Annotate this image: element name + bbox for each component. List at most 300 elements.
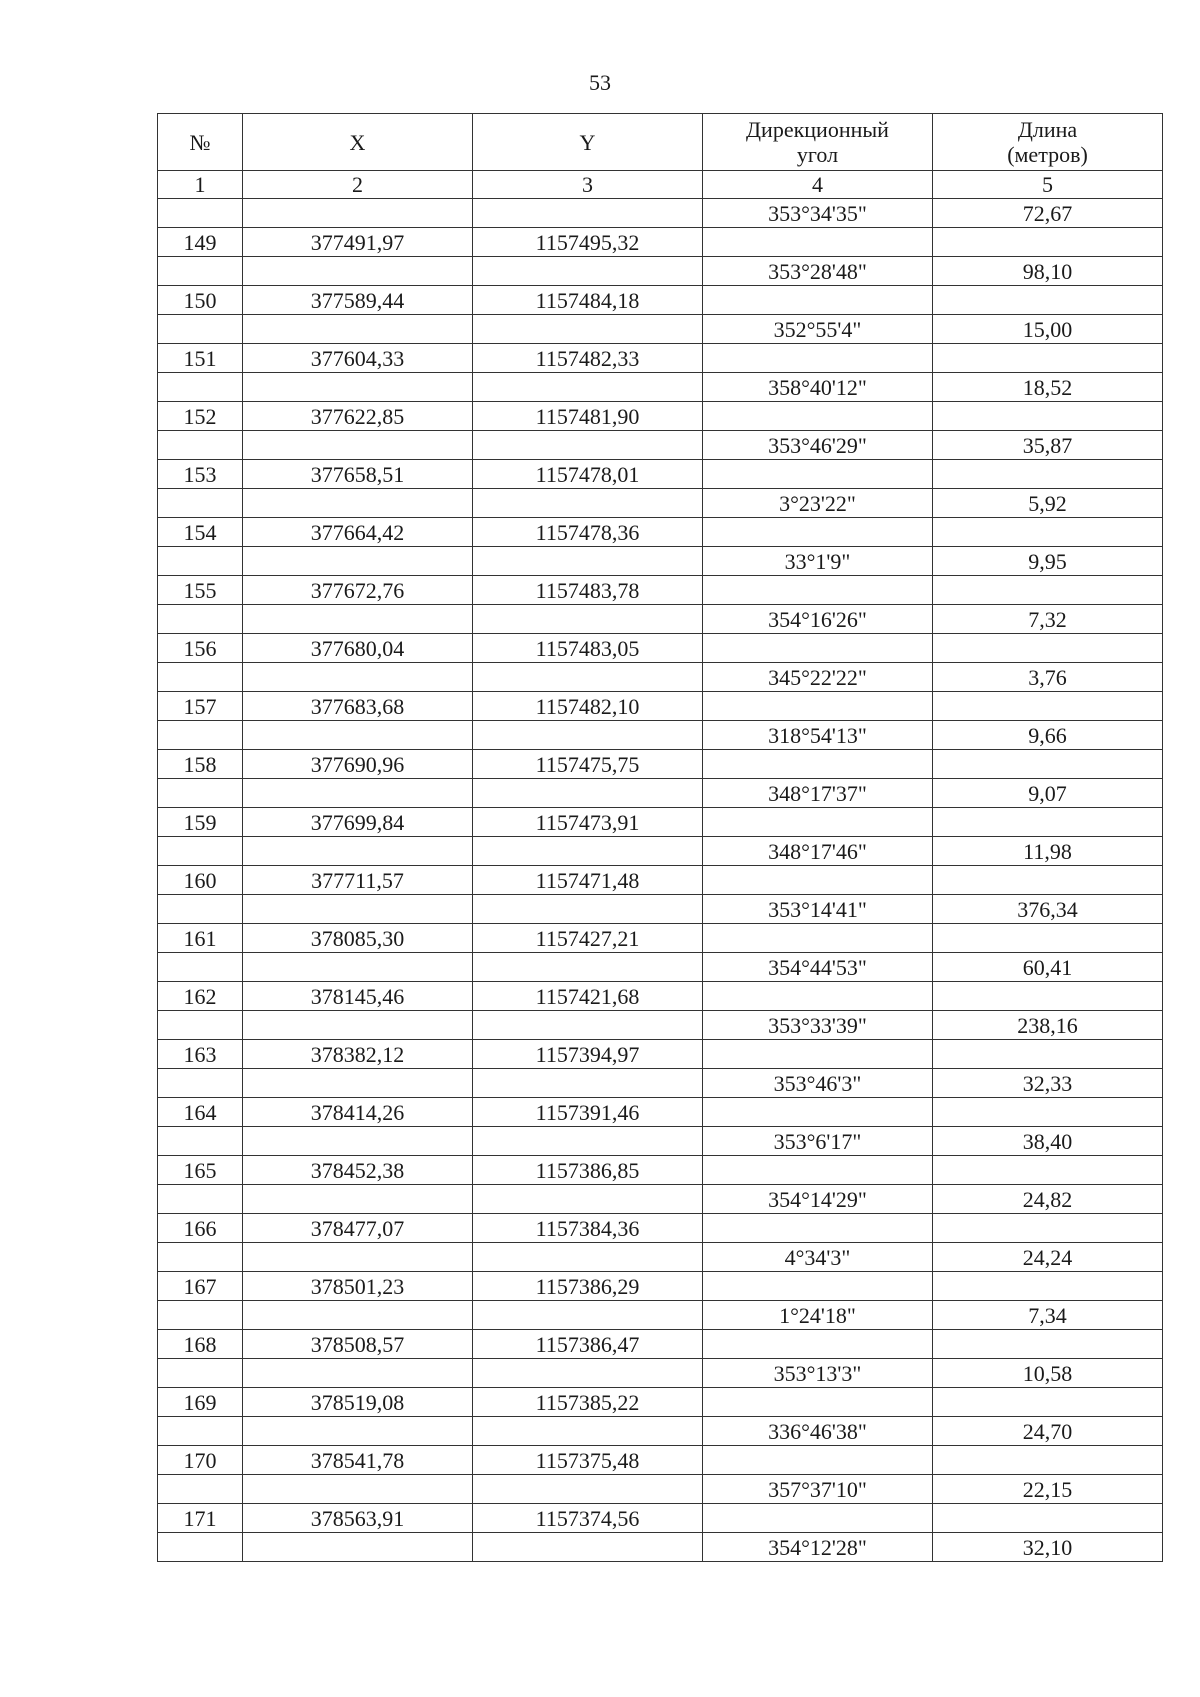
direction-angle-cell: 33°1'9" [703, 547, 933, 576]
x-coordinate-cell [243, 547, 473, 576]
y-coordinate-cell: 1157478,01 [473, 460, 703, 489]
y-coordinate-cell: 1157478,36 [473, 518, 703, 547]
segment-row [158, 1011, 1163, 1040]
length-cell: 32,33 [933, 1069, 1163, 1098]
length-cell: 9,66 [933, 721, 1163, 750]
length-cell: 18,52 [933, 373, 1163, 402]
y-coordinate-cell: 1157385,22 [473, 1388, 703, 1417]
point-number-cell: 162 [158, 982, 243, 1011]
direction-angle-cell [703, 228, 933, 257]
point-number-cell: 154 [158, 518, 243, 547]
point-row [158, 1040, 1163, 1069]
y-coordinate-cell [473, 895, 703, 924]
point-number-cell: 163 [158, 1040, 243, 1069]
y-coordinate-cell [473, 1185, 703, 1214]
x-coordinate-cell [243, 257, 473, 286]
point-row [158, 1156, 1163, 1185]
direction-angle-cell: 358°40'12" [703, 373, 933, 402]
direction-angle-cell: 354°44'53" [703, 953, 933, 982]
x-coordinate-cell: 377491,97 [243, 228, 473, 257]
length-cell [933, 576, 1163, 605]
length-cell: 9,95 [933, 547, 1163, 576]
length-cell: 9,07 [933, 779, 1163, 808]
x-coordinate-cell [243, 663, 473, 692]
point-row [158, 1388, 1163, 1417]
segment-row [158, 1069, 1163, 1098]
x-coordinate-cell [243, 315, 473, 344]
direction-angle-cell: 3°23'22" [703, 489, 933, 518]
y-coordinate-cell [473, 779, 703, 808]
point-number-cell: 159 [158, 808, 243, 837]
direction-angle-cell [703, 1330, 933, 1359]
x-coordinate-cell: 378145,46 [243, 982, 473, 1011]
segment-row [158, 1475, 1163, 1504]
point-row [158, 1272, 1163, 1301]
length-cell: 238,16 [933, 1011, 1163, 1040]
point-row [158, 344, 1163, 373]
point-number-cell [158, 1533, 243, 1562]
x-coordinate-cell [243, 489, 473, 518]
y-coordinate-cell [473, 1475, 703, 1504]
segment-row [158, 1359, 1163, 1388]
length-cell: 60,41 [933, 953, 1163, 982]
header-y-label: Y [579, 129, 596, 155]
y-coordinate-cell [473, 547, 703, 576]
y-coordinate-cell [473, 1359, 703, 1388]
y-coordinate-cell [473, 605, 703, 634]
direction-angle-cell [703, 576, 933, 605]
point-number-cell: 167 [158, 1272, 243, 1301]
x-coordinate-cell: 377690,96 [243, 750, 473, 779]
direction-angle-cell [703, 924, 933, 953]
y-coordinate-cell [473, 199, 703, 228]
length-cell [933, 518, 1163, 547]
x-coordinate-cell [243, 1359, 473, 1388]
y-coordinate-cell [473, 1243, 703, 1272]
length-cell [933, 1388, 1163, 1417]
x-coordinate-cell [243, 373, 473, 402]
point-number-cell [158, 837, 243, 866]
point-row [158, 982, 1163, 1011]
page-number: 53 [589, 70, 611, 95]
length-cell [933, 344, 1163, 373]
length-cell: 15,00 [933, 315, 1163, 344]
direction-angle-cell: 357°37'10" [703, 1475, 933, 1504]
point-number-cell: 155 [158, 576, 243, 605]
y-coordinate-cell: 1157483,05 [473, 634, 703, 663]
segment-row [158, 663, 1163, 692]
length-cell [933, 460, 1163, 489]
length-cell [933, 1214, 1163, 1243]
x-coordinate-cell [243, 895, 473, 924]
segment-row [158, 1243, 1163, 1272]
point-number-cell [158, 1127, 243, 1156]
direction-angle-cell [703, 692, 933, 721]
x-coordinate-cell [243, 953, 473, 982]
header-x [243, 114, 473, 171]
direction-angle-cell [703, 750, 933, 779]
point-row [158, 634, 1163, 663]
point-number-cell [158, 1069, 243, 1098]
length-cell [933, 634, 1163, 663]
point-number-cell [158, 1417, 243, 1446]
length-cell: 32,10 [933, 1533, 1163, 1562]
direction-angle-cell: 353°46'29" [703, 431, 933, 460]
x-coordinate-cell: 378382,12 [243, 1040, 473, 1069]
y-coordinate-cell [473, 315, 703, 344]
point-row [158, 1098, 1163, 1127]
y-coordinate-cell [473, 1127, 703, 1156]
point-number-cell: 166 [158, 1214, 243, 1243]
length-cell [933, 1446, 1163, 1475]
y-coordinate-cell: 1157391,46 [473, 1098, 703, 1127]
x-coordinate-cell [243, 605, 473, 634]
y-coordinate-cell [473, 1301, 703, 1330]
length-cell: 10,58 [933, 1359, 1163, 1388]
point-number-cell: 170 [158, 1446, 243, 1475]
x-coordinate-cell: 377699,84 [243, 808, 473, 837]
column-number: 4 [703, 171, 933, 199]
point-number-cell [158, 373, 243, 402]
direction-angle-cell: 354°12'28" [703, 1533, 933, 1562]
direction-angle-cell: 354°16'26" [703, 605, 933, 634]
y-coordinate-cell: 1157374,56 [473, 1504, 703, 1533]
direction-angle-cell [703, 1446, 933, 1475]
header-direction-angle-line2: угол [796, 142, 839, 167]
header-direction-angle [703, 114, 933, 171]
direction-angle-cell [703, 1504, 933, 1533]
length-cell: 11,98 [933, 837, 1163, 866]
direction-angle-cell: 353°28'48" [703, 257, 933, 286]
x-coordinate-cell [243, 1127, 473, 1156]
length-cell: 98,10 [933, 257, 1163, 286]
length-cell [933, 1330, 1163, 1359]
y-coordinate-cell [473, 837, 703, 866]
x-coordinate-cell: 378452,38 [243, 1156, 473, 1185]
y-coordinate-cell: 1157495,32 [473, 228, 703, 257]
y-coordinate-cell [473, 489, 703, 518]
y-coordinate-cell [473, 373, 703, 402]
y-coordinate-cell: 1157386,29 [473, 1272, 703, 1301]
length-cell: 35,87 [933, 431, 1163, 460]
point-number-cell: 168 [158, 1330, 243, 1359]
y-coordinate-cell: 1157394,97 [473, 1040, 703, 1069]
segment-row [158, 1185, 1163, 1214]
x-coordinate-cell: 378414,26 [243, 1098, 473, 1127]
x-coordinate-cell: 378501,23 [243, 1272, 473, 1301]
length-cell: 7,34 [933, 1301, 1163, 1330]
point-number-cell [158, 547, 243, 576]
point-number-cell: 150 [158, 286, 243, 315]
point-row [158, 576, 1163, 605]
column-number: 3 [473, 171, 703, 199]
direction-angle-cell: 318°54'13" [703, 721, 933, 750]
segment-row [158, 895, 1163, 924]
y-coordinate-cell: 1157482,10 [473, 692, 703, 721]
length-cell [933, 982, 1163, 1011]
header-number [158, 114, 243, 171]
direction-angle-cell: 1°24'18" [703, 1301, 933, 1330]
point-number-cell: 171 [158, 1504, 243, 1533]
point-number-cell [158, 1301, 243, 1330]
segment-row [158, 721, 1163, 750]
length-cell [933, 286, 1163, 315]
header-direction-angle-line1: Дирекционный [746, 117, 889, 142]
point-row [158, 402, 1163, 431]
length-cell [933, 808, 1163, 837]
point-row [158, 1446, 1163, 1475]
x-coordinate-cell [243, 1243, 473, 1272]
point-number-cell [158, 895, 243, 924]
y-coordinate-cell [473, 663, 703, 692]
direction-angle-cell [703, 518, 933, 547]
point-number-cell: 169 [158, 1388, 243, 1417]
direction-angle-cell: 4°34'3" [703, 1243, 933, 1272]
length-cell: 7,32 [933, 605, 1163, 634]
column-number-row [158, 171, 1163, 199]
direction-angle-cell: 353°33'39" [703, 1011, 933, 1040]
direction-angle-cell: 348°17'37" [703, 779, 933, 808]
direction-angle-cell: 353°13'3" [703, 1359, 933, 1388]
x-coordinate-cell: 377604,33 [243, 344, 473, 373]
segment-row [158, 1417, 1163, 1446]
point-number-cell [158, 489, 243, 518]
x-coordinate-cell [243, 721, 473, 750]
direction-angle-cell [703, 1272, 933, 1301]
point-number-cell [158, 1011, 243, 1040]
direction-angle-cell: 353°14'41" [703, 895, 933, 924]
point-row [158, 924, 1163, 953]
y-coordinate-cell [473, 431, 703, 460]
point-number-cell: 152 [158, 402, 243, 431]
point-row [158, 1214, 1163, 1243]
segment-row [158, 199, 1163, 228]
x-coordinate-cell: 378541,78 [243, 1446, 473, 1475]
segment-row [158, 953, 1163, 982]
y-coordinate-cell: 1157384,36 [473, 1214, 703, 1243]
segment-row [158, 373, 1163, 402]
point-number-cell [158, 953, 243, 982]
point-number-cell [158, 1243, 243, 1272]
x-coordinate-cell: 377711,57 [243, 866, 473, 895]
segment-row [158, 489, 1163, 518]
y-coordinate-cell: 1157471,48 [473, 866, 703, 895]
y-coordinate-cell: 1157475,75 [473, 750, 703, 779]
length-cell: 376,34 [933, 895, 1163, 924]
segment-row [158, 1127, 1163, 1156]
length-cell [933, 1098, 1163, 1127]
point-row [158, 866, 1163, 895]
point-row [158, 808, 1163, 837]
x-coordinate-cell: 378477,07 [243, 1214, 473, 1243]
point-number-cell [158, 721, 243, 750]
length-cell: 24,24 [933, 1243, 1163, 1272]
header-y [473, 114, 703, 171]
direction-angle-cell: 348°17'46" [703, 837, 933, 866]
length-cell [933, 924, 1163, 953]
header-row [158, 114, 1163, 171]
x-coordinate-cell: 377589,44 [243, 286, 473, 315]
column-number: 2 [243, 171, 473, 199]
direction-angle-cell [703, 286, 933, 315]
y-coordinate-cell [473, 1069, 703, 1098]
point-number-cell [158, 257, 243, 286]
y-coordinate-cell: 1157386,85 [473, 1156, 703, 1185]
point-number-cell: 156 [158, 634, 243, 663]
y-coordinate-cell [473, 1533, 703, 1562]
point-row [158, 286, 1163, 315]
y-coordinate-cell [473, 257, 703, 286]
length-cell: 72,67 [933, 199, 1163, 228]
direction-angle-cell [703, 344, 933, 373]
x-coordinate-cell [243, 1301, 473, 1330]
length-cell [933, 1156, 1163, 1185]
segment-row [158, 547, 1163, 576]
point-number-cell: 151 [158, 344, 243, 373]
x-coordinate-cell: 378563,91 [243, 1504, 473, 1533]
segment-row [158, 257, 1163, 286]
length-cell [933, 228, 1163, 257]
y-coordinate-cell: 1157482,33 [473, 344, 703, 373]
header-length-line1: Длина [1017, 117, 1078, 142]
point-row [158, 228, 1163, 257]
direction-angle-cell: 336°46'38" [703, 1417, 933, 1446]
x-coordinate-cell: 378508,57 [243, 1330, 473, 1359]
header-length [933, 114, 1163, 171]
point-number-cell: 161 [158, 924, 243, 953]
direction-angle-cell: 354°14'29" [703, 1185, 933, 1214]
point-number-cell: 153 [158, 460, 243, 489]
direction-angle-cell: 353°34'35" [703, 199, 933, 228]
length-cell: 24,70 [933, 1417, 1163, 1446]
point-number-cell [158, 1359, 243, 1388]
point-row [158, 1330, 1163, 1359]
y-coordinate-cell: 1157427,21 [473, 924, 703, 953]
y-coordinate-cell [473, 1011, 703, 1040]
x-coordinate-cell: 377672,76 [243, 576, 473, 605]
y-coordinate-cell: 1157421,68 [473, 982, 703, 1011]
point-number-cell [158, 315, 243, 344]
point-number-cell: 164 [158, 1098, 243, 1127]
table-header [158, 114, 1163, 199]
point-number-cell: 149 [158, 228, 243, 257]
y-coordinate-cell: 1157483,78 [473, 576, 703, 605]
y-coordinate-cell [473, 1417, 703, 1446]
direction-angle-cell [703, 1098, 933, 1127]
x-coordinate-cell [243, 1417, 473, 1446]
point-row [158, 460, 1163, 489]
length-cell [933, 1272, 1163, 1301]
x-coordinate-cell: 377622,85 [243, 402, 473, 431]
direction-angle-cell [703, 634, 933, 663]
y-coordinate-cell: 1157386,47 [473, 1330, 703, 1359]
direction-angle-cell [703, 460, 933, 489]
y-coordinate-cell [473, 953, 703, 982]
x-coordinate-cell: 377664,42 [243, 518, 473, 547]
segment-row [158, 1533, 1163, 1562]
segment-row [158, 315, 1163, 344]
point-row [158, 518, 1163, 547]
length-cell [933, 1504, 1163, 1533]
x-coordinate-cell: 378085,30 [243, 924, 473, 953]
length-cell [933, 866, 1163, 895]
point-row [158, 750, 1163, 779]
segment-row [158, 1301, 1163, 1330]
point-number-cell [158, 431, 243, 460]
length-cell: 22,15 [933, 1475, 1163, 1504]
point-row [158, 692, 1163, 721]
point-number-cell: 158 [158, 750, 243, 779]
header-number-label: № [189, 129, 211, 155]
x-coordinate-cell [243, 1533, 473, 1562]
direction-angle-cell [703, 808, 933, 837]
direction-angle-cell [703, 1214, 933, 1243]
y-coordinate-cell: 1157375,48 [473, 1446, 703, 1475]
point-number-cell: 160 [158, 866, 243, 895]
point-number-cell [158, 605, 243, 634]
point-number-cell [158, 663, 243, 692]
direction-angle-cell: 345°22'22" [703, 663, 933, 692]
segment-row [158, 431, 1163, 460]
column-number: 5 [933, 171, 1163, 199]
x-coordinate-cell [243, 1069, 473, 1098]
length-cell [933, 750, 1163, 779]
point-number-cell [158, 1475, 243, 1504]
x-coordinate-cell: 377658,51 [243, 460, 473, 489]
point-number-cell [158, 779, 243, 808]
header-x-label: X [349, 129, 366, 155]
direction-angle-cell [703, 866, 933, 895]
length-cell: 3,76 [933, 663, 1163, 692]
point-number-cell [158, 199, 243, 228]
point-number-cell: 157 [158, 692, 243, 721]
length-cell: 5,92 [933, 489, 1163, 518]
direction-angle-cell [703, 402, 933, 431]
x-coordinate-cell [243, 199, 473, 228]
x-coordinate-cell [243, 837, 473, 866]
point-row [158, 1504, 1163, 1533]
direction-angle-cell: 353°6'17" [703, 1127, 933, 1156]
segment-row [158, 779, 1163, 808]
y-coordinate-cell [473, 721, 703, 750]
length-cell: 38,40 [933, 1127, 1163, 1156]
table-body [158, 199, 1163, 1562]
direction-angle-cell: 353°46'3" [703, 1069, 933, 1098]
segment-row [158, 605, 1163, 634]
length-cell [933, 402, 1163, 431]
x-coordinate-cell [243, 779, 473, 808]
x-coordinate-cell [243, 1011, 473, 1040]
x-coordinate-cell [243, 1475, 473, 1504]
x-coordinate-cell: 377680,04 [243, 634, 473, 663]
header-length-line2: (метров) [1007, 142, 1088, 167]
y-coordinate-cell: 1157484,18 [473, 286, 703, 315]
direction-angle-cell [703, 1040, 933, 1069]
coordinates-table [157, 113, 1163, 1562]
length-cell: 24,82 [933, 1185, 1163, 1214]
length-cell [933, 692, 1163, 721]
x-coordinate-cell: 377683,68 [243, 692, 473, 721]
column-number: 1 [158, 171, 243, 199]
point-number-cell [158, 1185, 243, 1214]
direction-angle-cell: 352°55'4" [703, 315, 933, 344]
direction-angle-cell [703, 982, 933, 1011]
x-coordinate-cell [243, 1185, 473, 1214]
direction-angle-cell [703, 1388, 933, 1417]
segment-row [158, 837, 1163, 866]
y-coordinate-cell: 1157473,91 [473, 808, 703, 837]
point-number-cell: 165 [158, 1156, 243, 1185]
